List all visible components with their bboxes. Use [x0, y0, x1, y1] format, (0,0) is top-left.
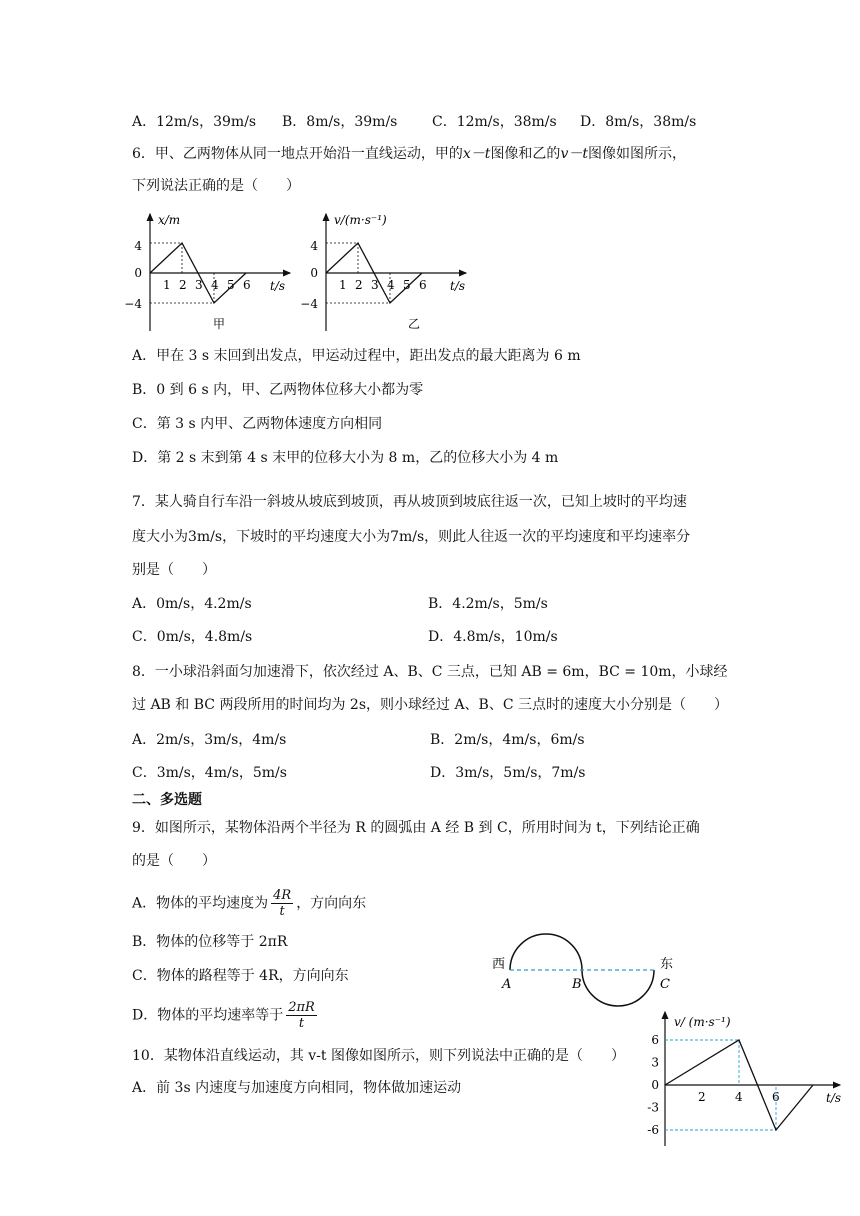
- jia-ytick-neg4: −4: [124, 297, 142, 311]
- q5-option-a: A．12m/s，39m/s: [132, 114, 257, 130]
- q9-option-d: D．物体的平均速率等于 $\frac{2\pi R}{t}$: [132, 1000, 315, 1031]
- q9-stem-line1: 9．如图所示，某物体沿两个半径为 R 的圆弧由 A 经 B 到 C，所用时间为 t，下列结论正确: [132, 820, 700, 836]
- q10-stem-line1: 10．某物体沿直线运动，其 v-t 图像如图所示，则下列说法中正确的是（ ）: [132, 1048, 625, 1064]
- q7-stem-line2: 度大小为3m/s，下坡时的平均速度大小为7m/s，则此人往返一次的平均速度和平均速率分: [132, 529, 691, 545]
- q8-stem-line2: 过 AB 和 BC 两段所用的时间均为 2s，则小球经过 A、B、C 三点时的速度大小分别是（ ）: [132, 697, 729, 713]
- yi-ytick-neg4: −4: [300, 297, 318, 311]
- q6-stem-line2: 下列说法正确的是（ ）: [132, 178, 300, 194]
- section-multiple-choice-heading: 二、多选题: [132, 792, 202, 808]
- yi-ylabel: v/(m·s⁻¹): [334, 213, 387, 227]
- q7-option-b: B．4.2m/s，5m/s: [428, 596, 548, 612]
- q8-option-d: D．3m/s，5m/s，7m/s: [430, 765, 586, 781]
- q8-option-c: C．3m/s，4m/s，5m/s: [132, 765, 287, 781]
- yi-ytick-0: 0: [310, 266, 318, 280]
- jia-xtick-6: 6: [243, 278, 251, 292]
- q9-d-fraction: $\frac{2\pi R}{t}$: [288, 1000, 315, 1031]
- q8-option-a: A．2m/s，3m/s，4m/s: [132, 732, 287, 748]
- q9-stem-line2: 的是（ ）: [132, 853, 216, 869]
- yi-xtick-4: 4: [387, 278, 395, 292]
- q10-ytick-1: 3: [651, 1055, 659, 1070]
- q7-option-a: A．0m/s，4.2m/s: [132, 596, 252, 612]
- yi-xtick-3: 3: [371, 278, 379, 292]
- q10-xtick-2: 2: [698, 1090, 706, 1104]
- q9-lower-arc: [582, 970, 654, 1006]
- q10-ylabel: v/ (m·s⁻¹): [674, 1015, 731, 1029]
- yi-xtick-2: 2: [355, 278, 363, 292]
- yi-ytick-4: 4: [310, 239, 318, 253]
- q9-option-b: B．物体的位移等于 2πR: [132, 934, 288, 950]
- q10-option-a: A．前 3s 内速度与加速度方向相同，物体做加速运动: [132, 1080, 462, 1096]
- yi-xlabel: t/s: [450, 279, 466, 293]
- q10-xtick-6: 6: [772, 1090, 780, 1104]
- q9-a-fraction: $\frac{4R}{t}$: [273, 888, 292, 919]
- q7-stem-line3: 别是（ ）: [132, 562, 216, 578]
- q7-option-d: D．4.8m/s，10m/s: [428, 629, 558, 645]
- q10-xtick-4: 4: [735, 1090, 743, 1104]
- q6-figure-jia: [124, 206, 298, 336]
- yi-caption: 乙: [408, 317, 421, 331]
- q9-option-a: A．物体的平均速度为 $\frac{4R}{t}$ ，方向向东: [132, 888, 367, 919]
- jia-xtick-3: 3: [195, 278, 203, 292]
- q9-arc-figure: [488, 926, 688, 992]
- q6-option-c: C．第 3 s 内甲、乙两物体速度方向相同: [132, 416, 383, 432]
- q9-point-a-label: A: [502, 977, 512, 992]
- q6-option-b: B．0 到 6 s 内，甲、乙两物体位移大小都为零: [132, 382, 424, 398]
- q9-east-label: 东: [660, 957, 674, 972]
- q9-option-c: C．物体的路程等于 4R，方向向东: [132, 968, 349, 984]
- jia-xtick-2: 2: [179, 278, 187, 292]
- yi-xtick-5: 5: [403, 278, 411, 292]
- jia-xlabel: t/s: [270, 279, 286, 293]
- q7-stem-line1: 7．某人骑自行车沿一斜坡从坡底到坡顶，再从坡顶到坡底往返一次，已知上坡时的平均速: [132, 494, 687, 510]
- q6-figure-yi: [300, 206, 480, 336]
- q5-option-d: D．8m/s，38m/s: [580, 114, 697, 130]
- q9-west-label: 西: [492, 957, 506, 972]
- q6-stem-line1: 6．甲、乙两物体从同一地点开始沿一直线运动，甲的x－t图像和乙的v－t图像如图所示，: [132, 146, 686, 162]
- q6-option-d: D．第 2 s 末到第 4 s 末甲的位移大小为 8 m，乙的位移大小为 4 m: [132, 450, 559, 466]
- q10-ytick-2: 0: [651, 1078, 659, 1092]
- jia-xtick-5: 5: [227, 278, 235, 292]
- q10-ytick-4: -6: [647, 1123, 659, 1137]
- jia-xtick-1: 1: [163, 278, 171, 292]
- jia-caption: 甲: [213, 317, 226, 331]
- q8-stem-line1: 8．一小球沿斜面匀加速滑下，依次经过 A、B、C 三点，已知 AB = 6m，BC = 10m，小球经: [132, 664, 728, 680]
- yi-xtick-6: 6: [419, 278, 427, 292]
- q10-ytick-0: 6: [651, 1033, 659, 1047]
- q9-point-b-label: B: [572, 977, 582, 992]
- q7-option-c: C．0m/s，4.8m/s: [132, 629, 253, 645]
- jia-ylabel: x/m: [158, 213, 181, 227]
- q5-option-c: C．12m/s，38m/s: [432, 114, 557, 130]
- q6-option-a: A．甲在 3 s 末回到出发点，甲运动过程中，距出发点的最大距离为 6 m: [132, 348, 581, 364]
- q8-option-b: B．2m/s，4m/s，6m/s: [430, 732, 585, 748]
- yi-xtick-1: 1: [339, 278, 347, 292]
- q9-point-c-label: C: [660, 977, 670, 992]
- jia-ytick-4: 4: [134, 239, 142, 253]
- q9-upper-arc: [510, 934, 582, 970]
- q10-xlabel: t/s: [826, 1091, 842, 1105]
- q10-ytick-3: -3: [647, 1100, 659, 1115]
- q10-vt-figure: [640, 1004, 846, 1150]
- q5-option-b: B．8m/s，39m/s: [282, 114, 398, 130]
- jia-xtick-4: 4: [211, 278, 219, 292]
- jia-ytick-0: 0: [134, 266, 142, 280]
